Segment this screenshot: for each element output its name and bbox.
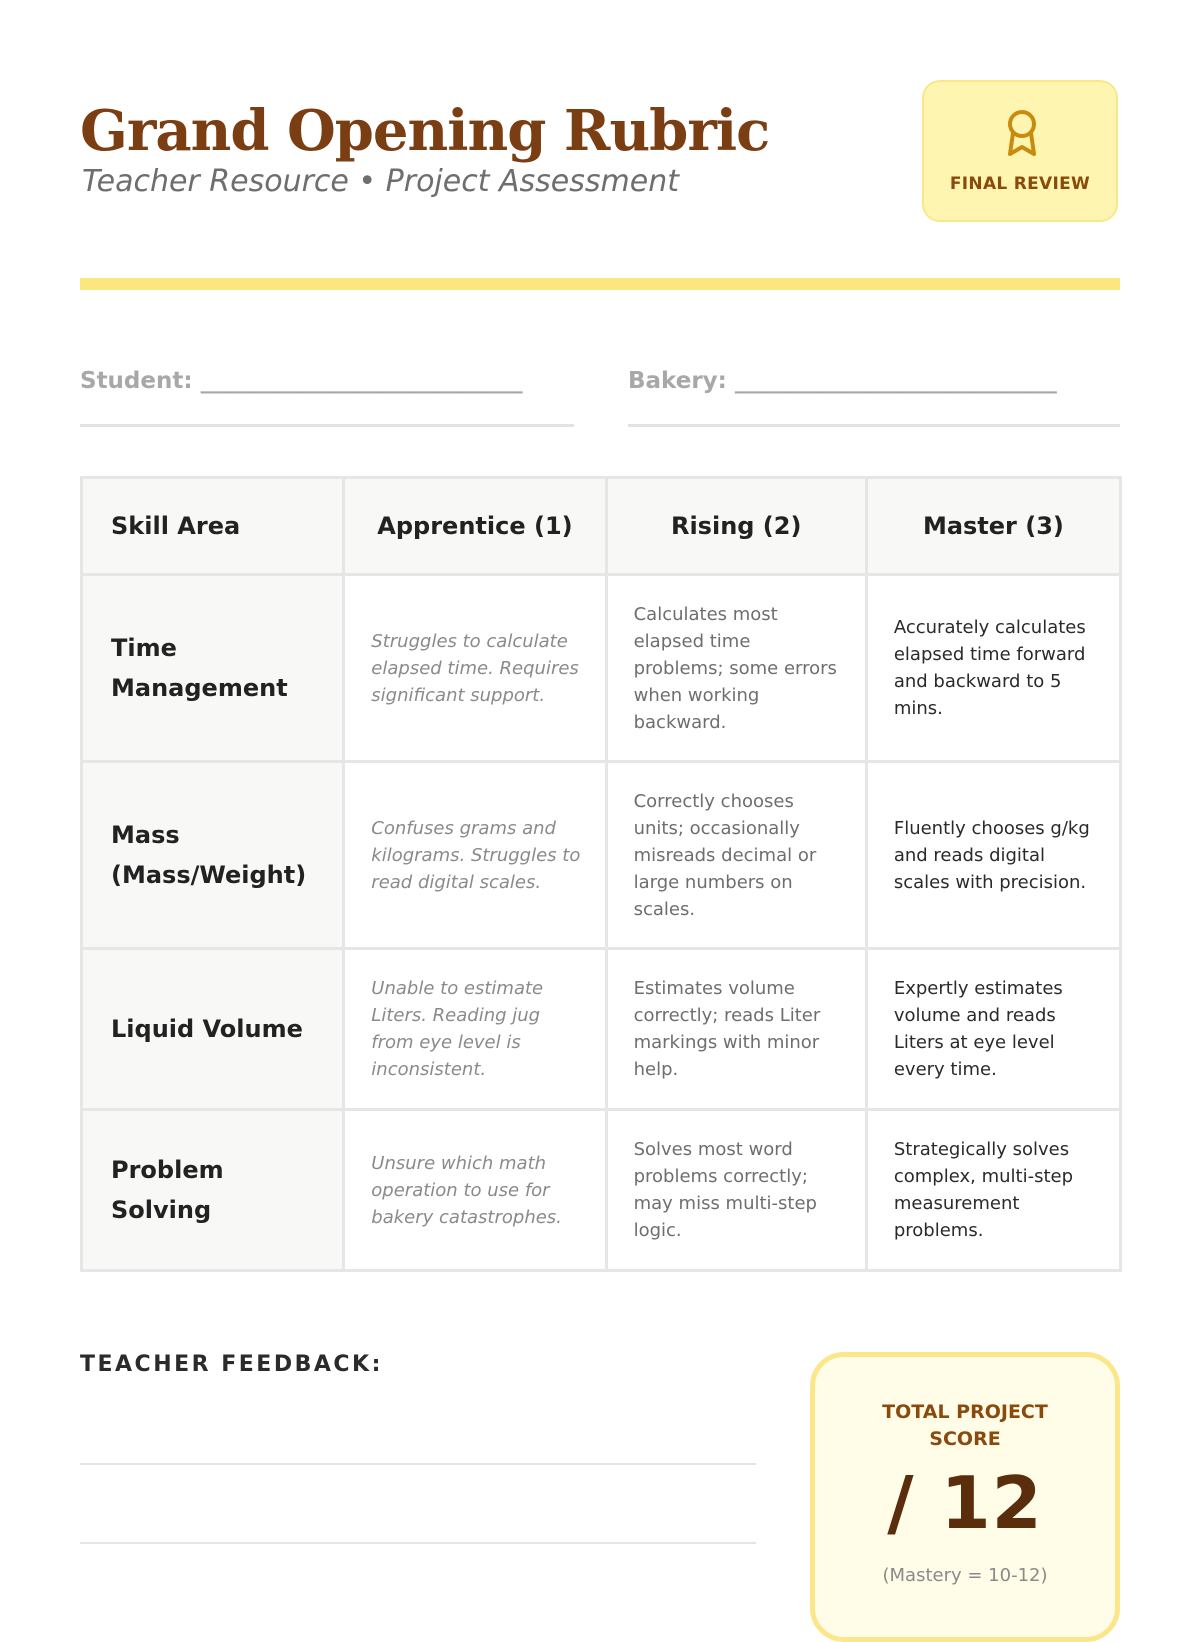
skill-cell: Problem Solving xyxy=(82,1110,344,1271)
score-value: / 12 xyxy=(887,1461,1043,1545)
apprentice-cell: Confuses grams and kilograms. Struggles to read digital scales. xyxy=(344,762,606,949)
badge-label: FINAL REVIEW xyxy=(949,174,1091,194)
skill-cell: Time Management xyxy=(82,575,344,762)
final-review-badge xyxy=(922,80,1118,222)
table-row xyxy=(82,1110,1121,1271)
mastery-note: (Mastery = 10-12) xyxy=(882,1565,1048,1586)
skill-cell: Mass (Mass/Weight) xyxy=(82,762,344,949)
page-subtitle: Teacher Resource • Project Assessment xyxy=(82,164,679,199)
rising-cell: Solves most word problems correctly; may miss multi-step logic. xyxy=(606,1110,866,1271)
master-cell: Expertly estimates volume and reads Liters at eye level every time. xyxy=(866,949,1120,1110)
rising-cell: Correctly chooses units; occasionally misreads decimal or large numbers on scales. xyxy=(606,762,866,949)
header-skill-area: Skill Area xyxy=(82,478,344,575)
header-rising: Rising (2) xyxy=(606,478,866,575)
teacher-feedback-label: TEACHER FEEDBACK: xyxy=(80,1352,383,1377)
ribbon-award-icon xyxy=(1002,108,1042,162)
page-title: Grand Opening Rubric xyxy=(80,98,770,164)
rubric-table xyxy=(80,476,1122,1272)
header-master: Master (3) xyxy=(866,478,1120,575)
table-row xyxy=(82,949,1121,1110)
rubric-header-row xyxy=(82,478,1121,575)
header-divider xyxy=(80,278,1120,290)
bakery-field[interactable]: Bakery: ____________________________ xyxy=(628,368,1120,427)
master-cell: Strategically solves complex, multi-step measurement problems. xyxy=(866,1110,1120,1271)
rising-cell: Calculates most elapsed time problems; some errors when working backward. xyxy=(606,575,866,762)
apprentice-cell: Unable to estimate Liters. Reading jug from eye level is inconsistent. xyxy=(344,949,606,1110)
apprentice-cell: Unsure which math operation to use for bakery catastrophes. xyxy=(344,1110,606,1271)
table-row xyxy=(82,762,1121,949)
skill-cell: Liquid Volume xyxy=(82,949,344,1110)
feedback-writing-line[interactable] xyxy=(80,1463,756,1465)
master-cell: Accurately calculates elapsed time forward and backward to 5 mins. xyxy=(866,575,1120,762)
feedback-writing-line[interactable] xyxy=(80,1542,756,1544)
master-cell: Fluently chooses g/kg and reads digital scales with precision. xyxy=(866,762,1120,949)
student-field[interactable]: Student: ____________________________ xyxy=(80,368,574,427)
rising-cell: Estimates volume correctly; reads Liter markings with minor help. xyxy=(606,949,866,1110)
apprentice-cell: Struggles to calculate elapsed time. Requires significant support. xyxy=(344,575,606,762)
table-row xyxy=(82,575,1121,762)
score-label: TOTAL PROJECT SCORE xyxy=(882,1401,1048,1450)
header-apprentice: Apprentice (1) xyxy=(344,478,606,575)
total-score-box xyxy=(810,1352,1120,1642)
